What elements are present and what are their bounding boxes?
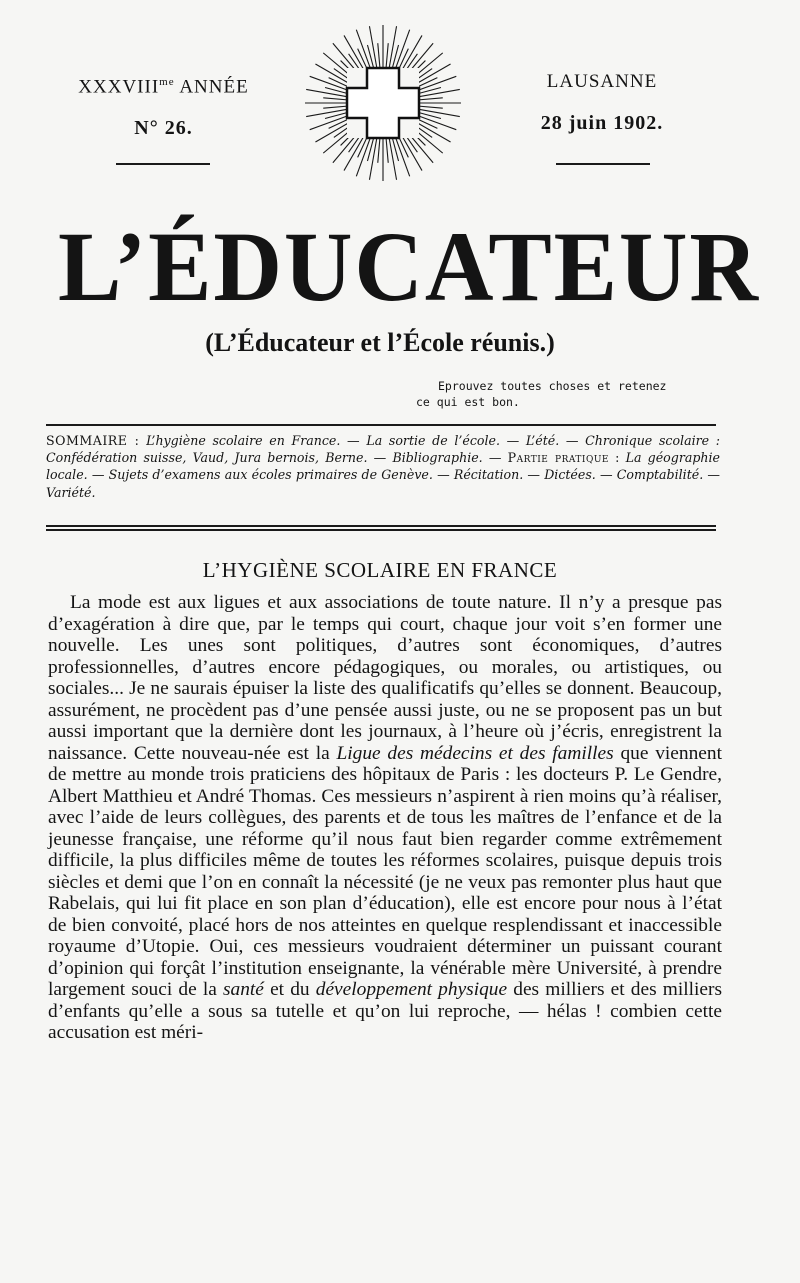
sommaire-sep: —	[482, 450, 508, 466]
issue-number: N° 26.	[134, 117, 193, 140]
volume-info	[56, 70, 271, 140]
swiss-cross-emblem-icon	[303, 22, 463, 187]
masthead-subtitle: (L’Éducateur et l’École réunis.)	[205, 328, 555, 357]
header-rule-right	[556, 163, 650, 165]
article-text-2: que viennent de mettre au monde trois praticiens des hôpitaux de Paris : les docteurs P. Le Gendre, Albert Matthieu et André Thomas. Ces messieurs n’aspirent à rien moins qu’à réaliser, avec l’aide de leurs collègues, des parents et de tous les maîtres de l’enfance et de la jeunesse française, une réforme qu’il nous faut bien regarder comme extrêmement difficile, la plus difficiles même de toutes les réformes scolaires, puisque depuis trois siècles et demi que l’on en connaît la nécessité (je ne veux pas remonter plus haut que Rabelais, qui lui fit place en son plan d’éducation), elle est encore pour nous à l’état de bien convoité, placé hors de nos atteintes en quelque resplendissant et inaccessible royaume d’Utopie. Oui, ces messieurs voudraient déterminer un puissant courant d’opinion qui forçât l’institution enseignante, la vénérable mère Université, à prendre largement souci de la	[48, 742, 722, 1000]
sommaire-bottom-rule-2	[46, 529, 716, 531]
year-word: ANNÉE	[179, 76, 249, 98]
place: LAUSANNE	[546, 71, 658, 92]
sommaire-bottom-rule-1	[46, 525, 716, 527]
ligue-name: Ligue des médecins et des familles	[336, 742, 614, 764]
sommaire	[46, 432, 720, 501]
sommaire-part-2: La géographie locale. — Sujets d’examens aux écoles primaires de Genève. — Récitation. — Dictées. — Comptabilité. — Variété.	[46, 450, 721, 500]
partie-pratique-label: Partie pratique	[507, 450, 609, 466]
article-text-1: La mode est aux ligues et aux associations de toute nature. Il n’y a presque pas d’exagération à dire que, par le temps qui court, chaque jour voit s’en former une nouvelle. Les unes sont politiques, d’autres sont économiques, d’autres professionnelles, d’autres encore pédagogiques, ou morales, ou artistiques, ou sociales... Je ne saurais épuiser la liste des qualificatifs qu’elles se donnent. Beaucoup, assurément, ne procèdent pas d’une pensée aussi juste, ou ne se proposent pas un but aussi important que la dernière dont les journaux, à l’heure où j’écris, enregistrent la naissance. Cette nouveau-née est la	[48, 592, 722, 764]
sommaire-label: SOMMAIRE :	[46, 433, 140, 448]
year-suffix: me	[159, 76, 175, 88]
sommaire-part-1: L’hygiène scolaire en France. — La sortie de l’école. — L’été. — Chronique scolaire : Confédération suisse, Vaud, Jura bernois, Berne. — Bibliographie.	[46, 433, 720, 466]
sommaire-colon: :	[609, 450, 626, 466]
header-rule-left	[116, 163, 210, 165]
sante-word: santé	[222, 979, 264, 1000]
article-text-4: des milliers et des milliers d’enfants qu’elle a sous sa tutelle et qu’on lui reproche, — hélas ! combien cette accusation est méri-	[48, 979, 722, 1043]
article-title: L’HYGIÈNE SCOLAIRE EN FRANCE	[202, 558, 558, 582]
year-number: XXXVIII	[78, 76, 160, 98]
sommaire-top-rule	[46, 424, 716, 426]
date: 28 juin 1902.	[540, 112, 664, 134]
masthead-title: L’ÉDUCATEUR	[58, 211, 760, 322]
motto	[416, 378, 716, 410]
motto-line-2: ce qui est bon.	[416, 395, 520, 409]
article-body	[48, 592, 722, 1044]
place-date	[512, 70, 692, 135]
motto-line-1: Eprouvez toutes choses et retenez	[438, 379, 667, 393]
developpement-phrase: développement physique	[315, 979, 508, 1000]
article-text-3: et du	[263, 979, 316, 1000]
